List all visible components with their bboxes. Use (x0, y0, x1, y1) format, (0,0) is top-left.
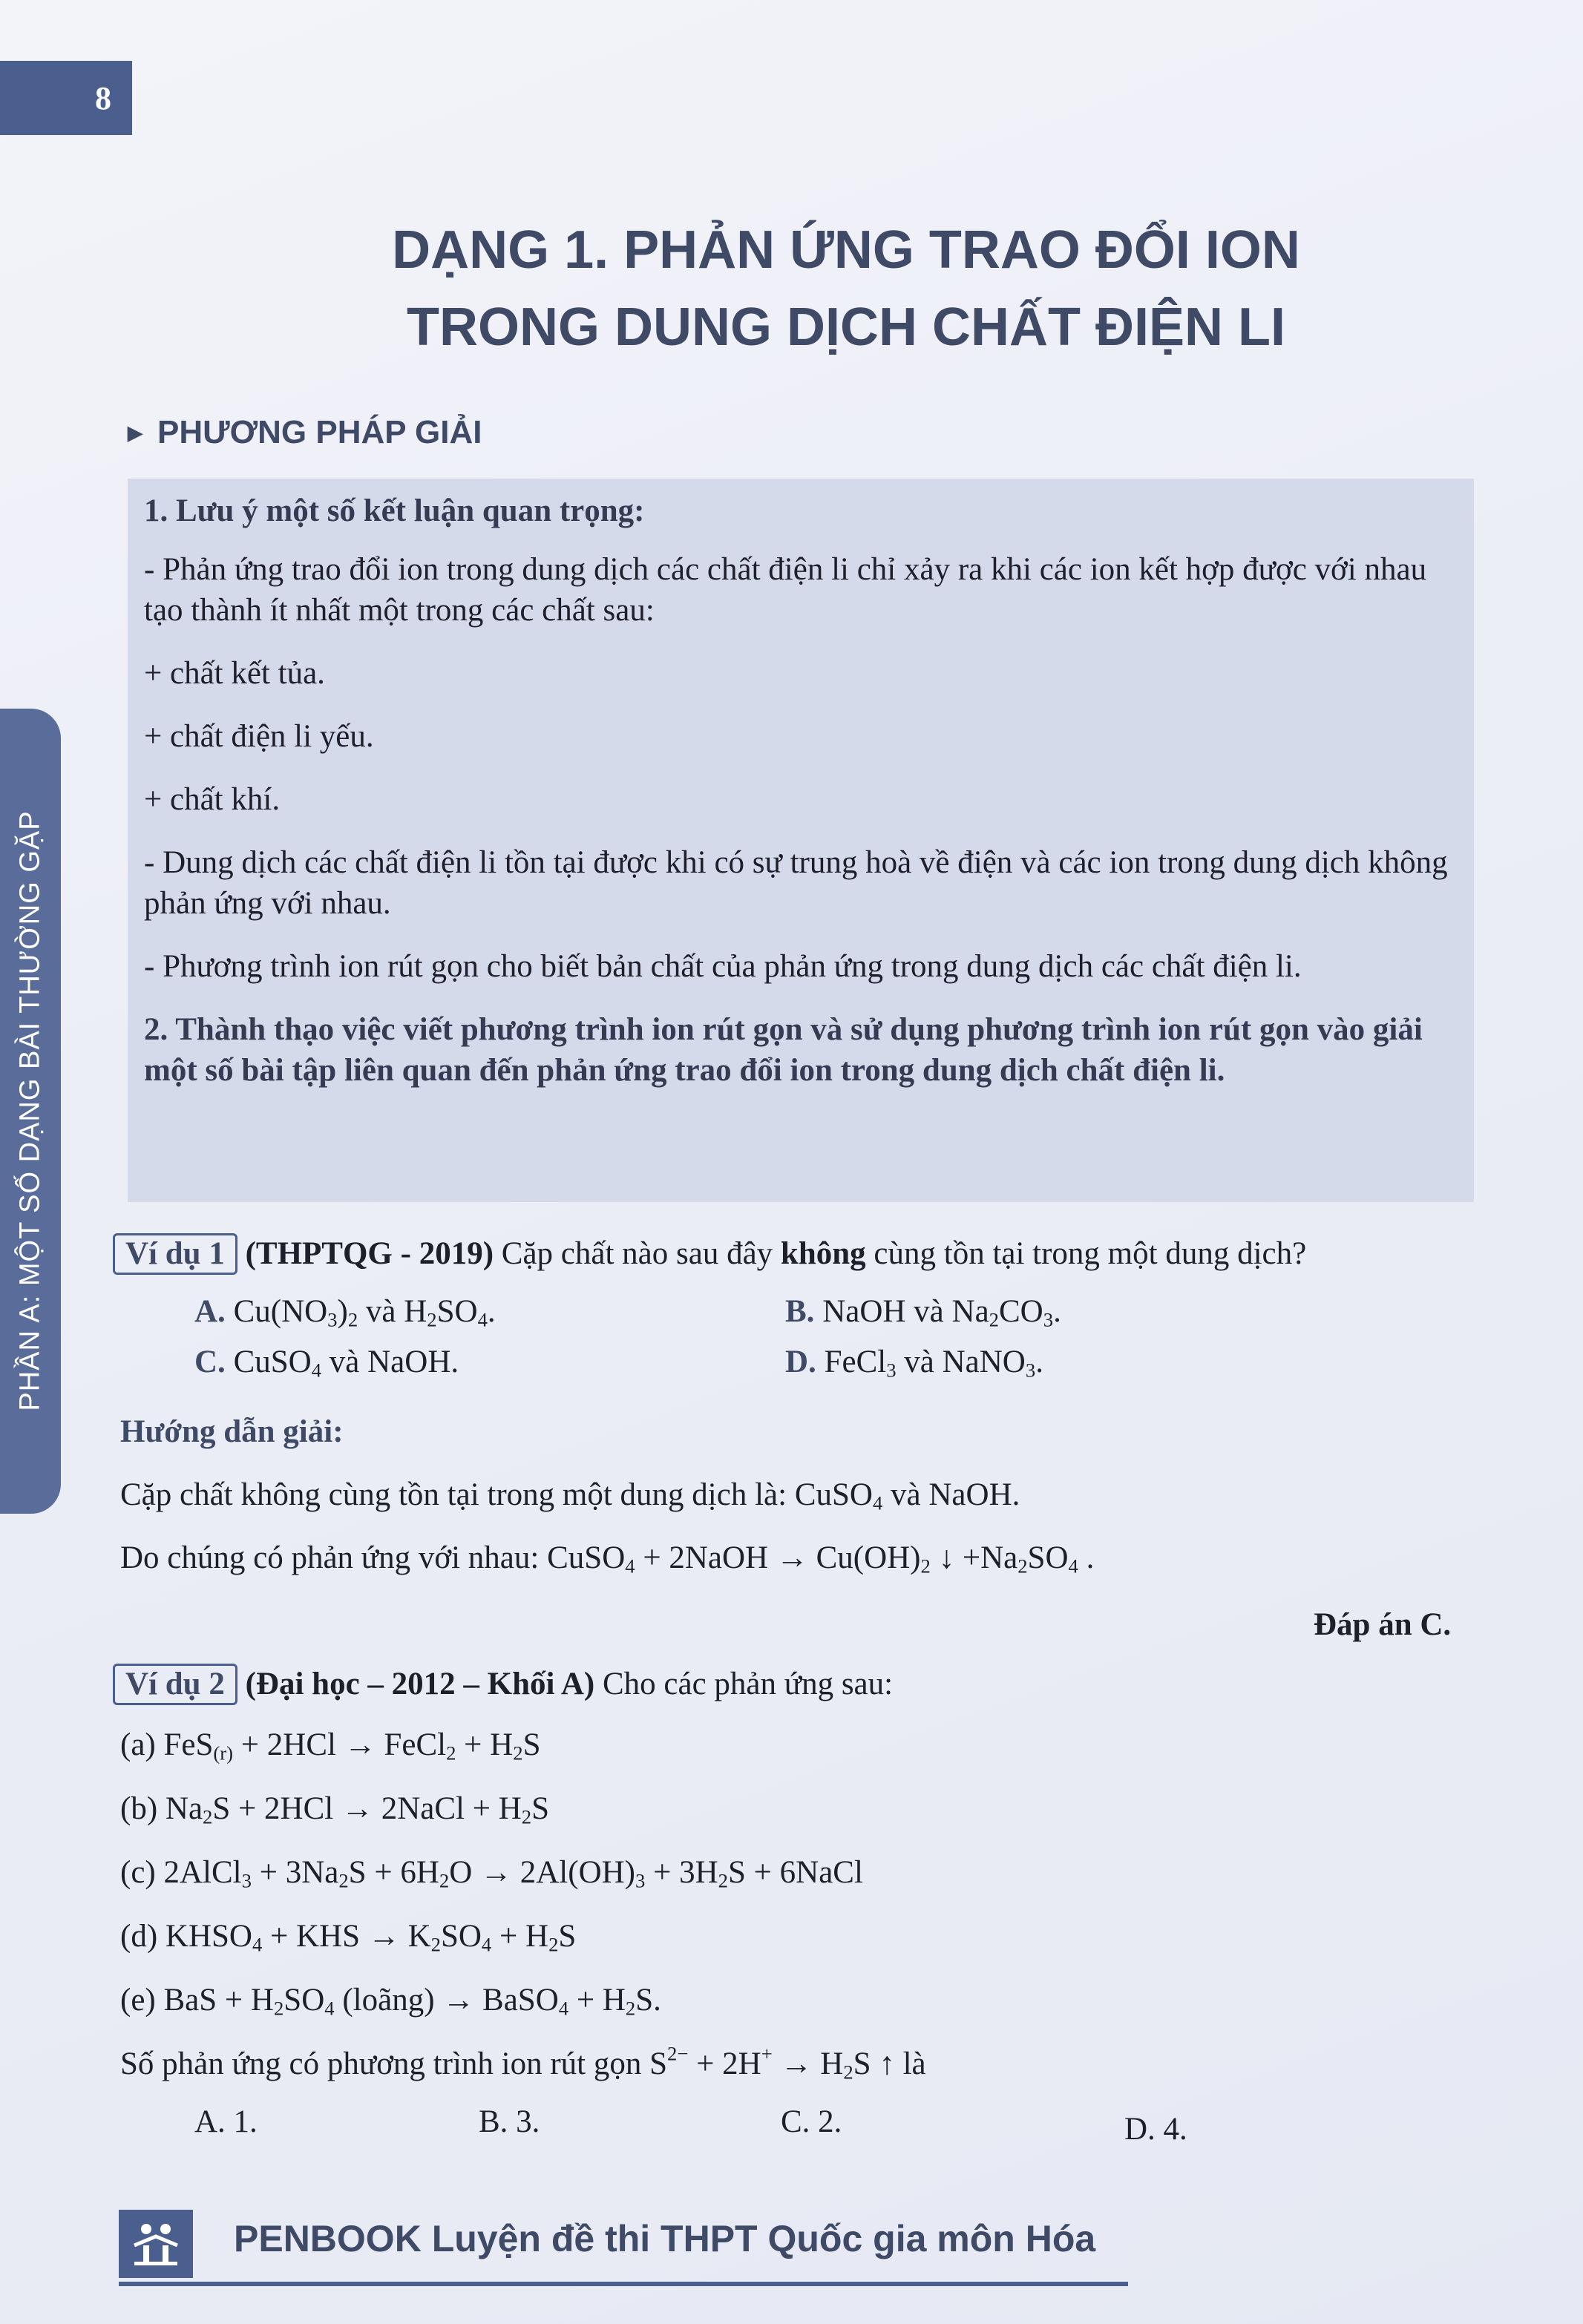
example-1-question (113, 1232, 1306, 1276)
method-box (128, 479, 1474, 1202)
example-2-answer-d: D. 4. (1124, 2112, 1187, 2147)
example-2-answer-b: B. 3. (479, 2104, 540, 2139)
example-2-answer-a: A. 1. (194, 2104, 258, 2139)
example-2-source: (Đại học – 2012 – Khối A) (245, 1667, 595, 1701)
triangle-bullet-icon: ▶ (128, 421, 142, 444)
footer-title: PENBOOK Luyện đề thi THPT Quốc gia môn Hóa (234, 2218, 1096, 2259)
example-1-option-a: A. $Cu(NO_3)_2$ và $H_2SO_4$. (194, 1294, 496, 1331)
penbook-logo-icon (119, 2210, 193, 2278)
example-1-q-bold: không (780, 1236, 866, 1271)
example-2-question (113, 1662, 893, 1707)
example-1-badge: Ví dụ 1 (113, 1233, 237, 1275)
example-1-guide-line-1: Cặp chất không cùng tồn tại trong một dung dịch là: CuSO$_4$ và NaOH. (120, 1477, 1020, 1514)
box-heading-1: 1. Lưu ý một số kết luận quan trọng: (144, 493, 645, 528)
box-paragraph-1: - Phản ứng trao đổi ion trong dung dịch các chất điện li chỉ xảy ra khi các ion kết hợp được với nhau tạo thành ít nhất một trong các chất sau: (144, 552, 1427, 628)
reaction-a: (a) FeS$_{(r)}$ + 2HCl → FeCl$_2$ + $H_2S$ (120, 1727, 541, 1765)
penbook-logo-graphic (130, 2220, 182, 2268)
example-2-answer-c: C. 2. (781, 2104, 842, 2139)
reaction-b: (b) $Na_2S + 2HCl$ → 2NaCl + $H_2S$ (120, 1791, 550, 1828)
example-1-source: (THPTQG - 2019) (245, 1236, 494, 1271)
section-heading (128, 414, 482, 451)
page-number: 8 (0, 61, 132, 135)
title-line-2: TRONG DUNG DỊCH CHẤT ĐIỆN LI (407, 298, 1285, 357)
example-1-q-after: cùng tồn tại trong một dung dịch? (874, 1236, 1307, 1271)
example-1-option-b: B. NaOH và $Na_2CO_3$. (785, 1294, 1061, 1331)
box-paragraph-2: - Dung dịch các chất điện li tồn tại được khi có sự trung hoà về điện và các ion trong dung dịch không phản ứng với nhau. (144, 845, 1448, 921)
box-item-1: + chất kết tủa. (144, 656, 325, 691)
title-line-1: DẠNG 1. PHẢN ỨNG TRAO ĐỔI ION (392, 220, 1300, 280)
side-tab (0, 709, 61, 1514)
example-2-badge: Ví dụ 2 (113, 1664, 237, 1705)
box-item-3: + chất khí. (144, 782, 281, 817)
example-1-option-d: D. FeCl$_3$ và NaNO$_3$. (785, 1345, 1043, 1382)
example-1-option-c: C. CuSO$_4$ và NaOH. (194, 1345, 459, 1382)
reaction-e: (e) BaS + $H_2SO_4$ (loãng) → BaSO$_4$ + $H_2S$. (120, 1983, 661, 2020)
example-1-guide-line-2: Do chúng có phản ứng với nhau: CuSO$_4$ + 2NaOH → $Cu(OH)_2$ ↓ $+Na_2SO_4$ . (120, 1540, 1095, 1578)
example-2-final-question: Số phản ứng có phương trình ion rút gọn $S^{2-} + 2H^+ \to H_2S$ ↑ là (120, 2042, 926, 2084)
reaction-c: (c) 2AlCl$_3$ + $3Na_2S + 6H_2O \to 2Al(OH)_3 + 3H_2S$ + 6NaCl (120, 1855, 863, 1892)
example-1-q-before: Cặp chất nào sau đây (501, 1236, 773, 1271)
example-1-guide-label: Hướng dẫn giải: (120, 1414, 344, 1449)
footer-divider (119, 2282, 1128, 2286)
example-1-answer: Đáp án C. (1314, 1607, 1452, 1642)
example-2-q: Cho các phản ứng sau: (602, 1667, 894, 1701)
box-item-2: + chất điện li yếu. (144, 719, 374, 754)
box-paragraph-3: - Phương trình ion rút gọn cho biết bản chất của phản ứng trong dung dịch các chất điện li. (144, 949, 1302, 984)
section-heading-text: PHƯƠNG PHÁP GIẢI (157, 414, 482, 450)
page-title (134, 211, 1559, 366)
box-heading-2: 2. Thành thạo việc viết phương trình ion rút gọn và sử dụng phương trình ion rút gọn vào giải một số bài tập liên quan đến phản ứng trao đổi ion trong dung dịch chất điện li. (144, 1012, 1423, 1088)
reaction-d: (d) $KHSO_4$ + KHS → $K_2SO_4 + H_2S$ (120, 1919, 577, 1956)
side-tab-label: PHẦN A: MỘT SỐ DẠNG BÀI THƯỜNG GẶP (14, 810, 46, 1411)
